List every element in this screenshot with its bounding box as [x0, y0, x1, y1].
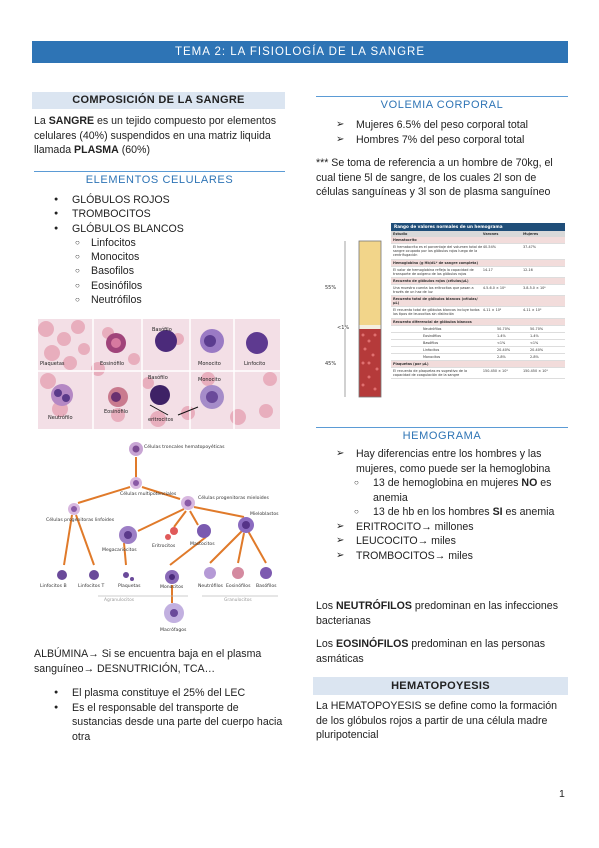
eosinofilos-paragraph: Los EOSINÓFILOS predominan en las personas asmáticas	[316, 638, 546, 665]
table-cell: <1%	[530, 340, 539, 345]
table-row	[391, 296, 565, 307]
table-row	[391, 340, 565, 347]
table-cell: Recuento total de glóbulos blancos (células/µL)	[393, 297, 478, 306]
list-item: ➢ Hay diferencias entre los hombres y las mujeres, como puede ser la hemoglobina ○ 13 de hemoglobina en mujeres NO es anemia ○ 13 de hb en los hombres SI es anemia	[316, 447, 568, 520]
table-cell: 12-16	[522, 267, 533, 272]
table-cell	[523, 261, 563, 265]
table-row	[391, 319, 565, 326]
page-title: TEMA 2: LA FISIOLOGÍA DE LA SANGRE	[32, 41, 568, 63]
tree-label: Macrófagos	[160, 628, 187, 633]
table-cell: 14-17	[482, 267, 493, 272]
list-item: ○ 13 de hemoglobina en mujeres NO es anemia	[316, 476, 568, 505]
list-item: ➢ LEUCOCITO→ miles	[316, 534, 568, 549]
neutrofilos-paragraph: Los NEUTRÓFILOS predominan en las infecciones bacterianas	[316, 600, 558, 627]
table-cell: El recuento total de glóbulos blancos incluye todos los tipos de leucocitos sin distinción	[393, 308, 480, 317]
tree-label: Células progenitoras mieloides	[198, 496, 269, 501]
hemogram-figure	[319, 223, 565, 410]
table-cell	[523, 238, 563, 242]
blood-tube-illustration	[319, 223, 385, 410]
list-item: ● Es el responsable del transporte de sustancias desde una parte del cuerpo hacia otra	[34, 701, 284, 745]
tube-label: 55%	[325, 285, 337, 291]
table-row	[391, 347, 565, 354]
cell-label: Plaquetas	[40, 361, 65, 367]
tree-label: Agranulocitos	[104, 598, 135, 603]
cell-label: Linfocito	[244, 361, 266, 367]
tree-label: Linfocitos T	[78, 584, 105, 589]
cell-label: Eosinófilo	[100, 361, 125, 367]
cell-label: Basófilo	[152, 327, 172, 333]
table-cell: Plaquetas (por µL)	[393, 362, 429, 367]
table-cell	[483, 362, 523, 366]
hemograma-list	[316, 447, 568, 563]
table-cell: <1%	[497, 340, 506, 345]
table-cell: 20-40%	[497, 347, 511, 352]
tree-label: Neutrófilos	[198, 584, 223, 589]
table-row	[391, 307, 565, 318]
table-cell	[483, 279, 523, 283]
table-cell: 20-40%	[530, 347, 544, 352]
cell-label: Basófilo	[148, 375, 168, 381]
volemia-note: *** Se toma de referencia a un hombre de 70kg, el cual tiene 5l de sangre, de los cuales 2l son de células sanguíneas y 3l son de plasma sanguíneo	[316, 157, 553, 198]
cell-label: Neutrófilo	[48, 415, 73, 421]
table-cell: Recuento de glóbulos rojos (células/µL)	[393, 278, 469, 283]
tree-label: Células multipotenciales	[120, 492, 177, 497]
table-cell	[523, 320, 563, 324]
table-row	[391, 285, 565, 296]
hemogram-table	[391, 223, 565, 410]
table-cell	[523, 362, 563, 366]
table-cell: 4.5-6.0 × 10⁶	[482, 285, 506, 290]
table-cell: 150-450 × 10³	[482, 369, 508, 374]
tree-label: Basófilos	[256, 584, 277, 589]
list-item: ● GLÓBULOS BLANCOS ○ Linfocitos ○ Monocitos ○ Basofilos ○ Eosinófilos ○ Neutrófilos	[34, 222, 284, 308]
tree-label: Eosinófilos	[226, 584, 251, 589]
tree-label: Monocitos	[160, 585, 184, 590]
page-number: 1	[559, 788, 565, 800]
hemogram-table-body	[391, 237, 565, 379]
table-cell: El valor de hemoglobina refleja la capacidad de transporte de oxígeno de los glóbulos rojos	[393, 267, 474, 276]
table-row	[391, 326, 565, 333]
table-cell: 50-70%	[530, 326, 544, 331]
tree-label: Células progenitoras linfoides	[46, 518, 115, 523]
list-item: ○ Neutrófilos	[34, 293, 284, 307]
tube-label: <1%	[337, 325, 350, 331]
elementos-heading: ELEMENTOS CELULARES	[34, 174, 285, 186]
volemia-list	[316, 118, 568, 147]
hematopoyesis-heading: HEMATOPOYESIS	[313, 677, 568, 695]
composicion-paragraph: La SANGRE es un tejido compuesto por elementos celulares (40%) suspendidos en una matriz liquida llamada PLASMA (60%)	[34, 115, 277, 156]
table-cell: Eosinófilos	[423, 333, 442, 338]
table-cell: Linfocitos	[423, 347, 440, 352]
table-cell: Hemoglobina (g Hb/dL* de sangre completa)	[393, 260, 479, 265]
blood-cells-figure	[38, 319, 280, 429]
list-item: ● GLÓBULOS ROJOS	[34, 193, 284, 207]
list-item: ➢ Mujeres 6.5% del peso corporal total	[316, 118, 568, 133]
table-cell: 4-11 × 10³	[482, 308, 502, 313]
list-item: ○ 13 de hb en los hombres SI es anemia	[316, 505, 568, 520]
table-cell: El hematocrito es el porcentaje del volumen total de sangre ocupado por los glóbulos rojos luego de la centrifugación	[393, 245, 483, 258]
list-item: ● El plasma constituye el 25% del LEC	[34, 686, 284, 701]
table-cell	[483, 297, 523, 305]
table-cell: 1-4%	[530, 333, 539, 338]
table-cell	[483, 261, 523, 265]
table-row	[391, 333, 565, 340]
table-cell: 40-54%	[482, 245, 496, 250]
table-cell: 1-4%	[497, 333, 506, 338]
cell-label: Eosinófilo	[104, 409, 129, 415]
table-cell	[483, 238, 523, 242]
table-row	[391, 368, 565, 379]
list-item: ○ Basofilos	[34, 264, 284, 278]
cell-label: Monocito	[198, 377, 221, 383]
tree-label: Mieloblastos	[250, 512, 279, 517]
cell-label: eritrocitos	[148, 417, 174, 423]
table-row	[391, 361, 565, 368]
hematopoyesis-paragraph: La HEMATOPOYESIS se define como la formación de los glóbulos rojos a partir de una célula madre pluripotencial	[316, 700, 558, 741]
table-cell	[523, 297, 563, 305]
cell-label: Monocito	[198, 361, 221, 367]
table-cell: Una muestra cuenta los eritrocitos que pasan a través de un haz de luz	[393, 285, 474, 295]
tree-label: Eritrocitos	[152, 544, 176, 549]
volemia-heading: VOLEMIA CORPORAL	[316, 99, 568, 111]
table-cell	[483, 320, 523, 324]
list-item: ○ Eosinófilos	[34, 279, 284, 293]
table-row	[391, 278, 565, 285]
hemograma-heading: HEMOGRAMA	[316, 430, 568, 442]
table-row	[391, 237, 565, 244]
tube-label: 45%	[325, 361, 337, 367]
composicion-heading: COMPOSICIÓN DE LA SANGRE	[32, 92, 285, 109]
list-item: ● TROMBOCITOS	[34, 207, 284, 221]
table-cell: 2-8%	[530, 354, 539, 359]
tree-label: Linfocitos B	[40, 584, 67, 589]
tree-label: Células troncales hematopoyéticas	[144, 445, 225, 450]
table-row	[391, 260, 565, 267]
hematopoiesis-tree-figure	[38, 435, 282, 640]
tree-label: Megacariocitos	[102, 548, 137, 553]
list-item: ○ Linfocitos	[34, 236, 284, 250]
table-cell: 50-70%	[497, 326, 511, 331]
table-cell: Neutrófilos	[423, 326, 442, 331]
albumina-paragraph: ALBÚMINA→ Si se encuentra baja en el plasma sanguíneo→ DESNUTRICIÓN, TCA…	[34, 648, 262, 675]
elementos-list	[34, 193, 284, 307]
tree-label: Granulocitos	[224, 598, 252, 603]
tree-label: Plaquetas	[118, 584, 141, 589]
table-cell: El recuento de plaquetas es sugestivo de la capacidad de coagulación de la sangre	[393, 369, 468, 378]
list-item: ○ Monocitos	[34, 250, 284, 264]
table-cell: 150-450 × 10³	[522, 369, 548, 374]
list-item: ➢ TROMBOCITOS→ miles	[316, 549, 568, 564]
list-item: ➢ Hombres 7% del peso corporal total	[316, 133, 568, 148]
table-row	[391, 267, 565, 278]
plasma-list	[34, 686, 284, 744]
table-cell: 3.8-5.0 × 10⁶	[522, 285, 546, 290]
hemogram-table-title: Rango de valores normales de un hemograma	[391, 223, 565, 231]
table-cell: Basófilos	[423, 340, 439, 345]
table-cell: 4-11 × 10³	[522, 308, 542, 313]
table-cell: Monocitos	[423, 354, 441, 359]
table-row	[391, 354, 565, 361]
tree-label: Mastocitos	[190, 542, 215, 547]
table-cell: 2-8%	[497, 354, 506, 359]
list-item: ➢ ERITROCITO→ millones	[316, 520, 568, 535]
table-cell: 37-47%	[522, 245, 537, 250]
table-cell	[523, 279, 563, 283]
table-cell: Hematocrito	[393, 238, 417, 243]
hemogram-table-header: Estudio Varones Mujeres	[391, 231, 565, 237]
table-cell: Recuento diferencial de glóbulos blancos	[393, 319, 472, 324]
table-row	[391, 244, 565, 259]
